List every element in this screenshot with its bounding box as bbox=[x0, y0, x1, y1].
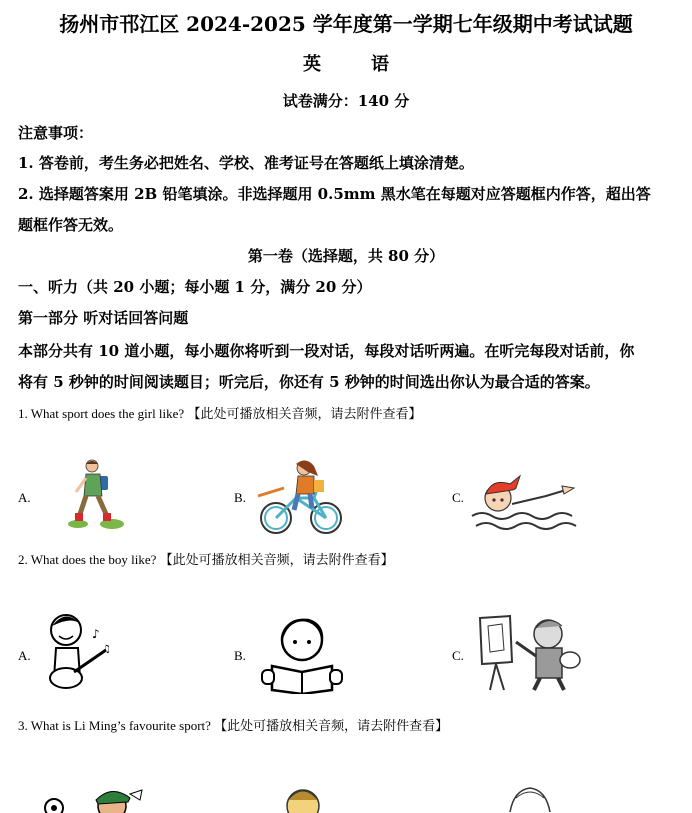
man-painting-image bbox=[470, 612, 582, 692]
subject-title bbox=[0, 50, 692, 76]
instructions-line-1: 本部分共有 10 道小题，每小题你将听到一段对话，每段对话听两遍。在听完每段对话前，你 bbox=[18, 342, 635, 360]
instructions-line-2: 将有 5 秒钟的时间阅读题目；听完后，你还有 5 秒钟的时间选出你认为最合适的答案。 bbox=[18, 373, 600, 391]
q2-option-a-label: A. bbox=[18, 648, 31, 663]
question-2: 2. What does the boy like? 【此处可播放相关音频，请去附件查看】 bbox=[18, 552, 394, 567]
note-item-1: 1. 答卷前，考生务必把姓名、学校、准考证号在答题纸上填涂清楚。 bbox=[18, 154, 474, 172]
boy-sport-2-image bbox=[278, 784, 328, 813]
subject-char-2: 语 bbox=[371, 54, 389, 75]
girl-swimming-image bbox=[470, 460, 580, 536]
boy-guitar-image bbox=[44, 608, 114, 696]
boy-reading-image bbox=[258, 612, 346, 694]
q1-option-b-label: B. bbox=[234, 490, 246, 505]
girl-cycling-image bbox=[254, 458, 352, 536]
note-item-2-line-2: 题框作答无效。 bbox=[18, 216, 124, 234]
question-1: 1. What sport does the girl like? 【此处可播放相关音频，请去附件查看】 bbox=[18, 406, 422, 421]
exam-title: 扬州市邗江区 2024-2025 学年度第一学期七年级期中考试试题 bbox=[59, 12, 633, 36]
svg-text:♪: ♪ bbox=[92, 627, 100, 641]
subject-char-1: 英 bbox=[303, 54, 321, 75]
question-3: 3. What is Li Ming’s favourite sport? 【此处可播放相关音频，请去附件查看】 bbox=[18, 718, 449, 733]
boy-sport-3-image bbox=[500, 784, 560, 813]
svg-text:♫: ♫ bbox=[102, 644, 111, 655]
full-score: 试卷满分：140 分 bbox=[282, 92, 410, 110]
part-title: 第一部分 听对话回答问题 bbox=[18, 309, 189, 327]
section-title: 一、听力（共 20 小题；每小题 1 分，满分 20 分） bbox=[18, 278, 372, 296]
girl-hiking-image bbox=[50, 458, 130, 533]
q1-option-c-label: C. bbox=[452, 490, 464, 505]
q2-option-b-label: B. bbox=[234, 648, 246, 663]
volume-title: 第一卷（选择题，共 80 分） bbox=[247, 247, 445, 265]
boy-football-image bbox=[44, 784, 144, 813]
q1-option-a-label: A. bbox=[18, 490, 31, 505]
notes-heading: 注意事项： bbox=[18, 124, 94, 142]
q2-option-c-label: C. bbox=[452, 648, 464, 663]
note-item-2-line-1: 2. 选择题答案用 2B 铅笔填涂。非选择题用 0.5mm 黑水笔在每题对应答题框内作答，超出答 bbox=[18, 185, 651, 203]
